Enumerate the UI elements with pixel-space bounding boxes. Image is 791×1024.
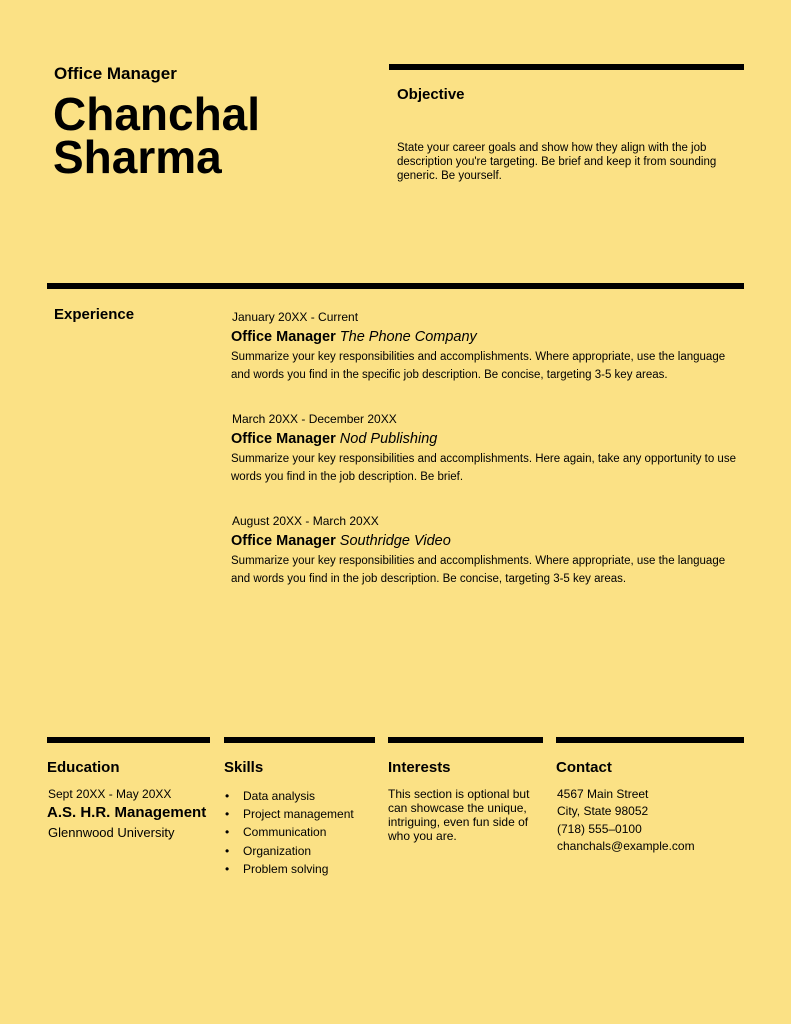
job-company: Nod Publishing — [339, 431, 438, 447]
job-company: Southridge Video — [339, 533, 451, 549]
job-dates: August 20XX - March 20XX — [232, 514, 379, 528]
experience-item — [231, 412, 741, 486]
skills-top-rule — [224, 737, 375, 743]
interests-top-rule — [388, 737, 543, 743]
job-dates: March 20XX - December 20XX — [232, 412, 397, 426]
job-title: Office Manager — [231, 431, 336, 447]
skill-item: • Data analysis — [224, 787, 354, 805]
contact-email[interactable]: chanchals@example.com — [557, 838, 695, 853]
interests-text: This section is optional but can showcase the unique, intriguing, even fun side of who you are. — [388, 787, 530, 843]
job-title: Office Manager — [231, 329, 336, 345]
education-heading: Education — [47, 759, 120, 776]
job-summary: Summarize your key responsibilities and accomplishments. Where appropriate, use the language and words you find in the specific job description. Be concise, targeting 3-5 key areas. — [231, 351, 726, 381]
experience-heading: Experience — [54, 306, 135, 323]
job-role — [231, 431, 741, 448]
name-last: Sharma — [53, 131, 222, 183]
objective-top-rule — [389, 64, 744, 70]
contact-phone: (718) 555–0100 — [557, 821, 642, 836]
skills-heading: Skills — [224, 759, 264, 776]
contact-details — [557, 786, 695, 855]
skill-item: • Project management — [224, 805, 354, 823]
job-role — [231, 533, 741, 550]
job-dates: January 20XX - Current — [232, 310, 359, 324]
education-school: Glennwood University — [48, 825, 175, 840]
contact-city: City, State 98052 — [557, 804, 649, 819]
name-first: Chanchal — [53, 88, 261, 140]
education-top-rule — [47, 737, 210, 743]
skills-list — [224, 787, 354, 878]
job-role — [231, 329, 741, 346]
experience-top-rule — [47, 283, 744, 289]
education-dates: Sept 20XX - May 20XX — [48, 787, 172, 801]
skill-item: • Communication — [224, 823, 354, 841]
job-title: Office Manager — [231, 533, 336, 549]
experience-item — [231, 514, 741, 588]
contact-address: 4567 Main Street — [557, 787, 649, 801]
contact-heading: Contact — [556, 759, 612, 776]
job-company: The Phone Company — [339, 329, 477, 345]
skill-item: • Organization — [224, 842, 354, 860]
objective-heading: Objective — [397, 86, 465, 103]
objective-text: State your career goals and show how they align with the job description you're targeting. Be brief and keep it from sounding generic. Be yourself. — [397, 142, 717, 182]
candidate-name — [53, 88, 261, 183]
education-degree: A.S. H.R. Management — [47, 804, 207, 821]
job-summary: Summarize your key responsibilities and accomplishments. Here again, take any opportunity to use words you find in the job description. Be brief. — [231, 453, 736, 483]
job-summary: Summarize your key responsibilities and accomplishments. Where appropriate, use the language and words you find in the job description. Be concise, targeting 3-5 key areas. — [231, 555, 726, 585]
contact-top-rule — [556, 737, 744, 743]
interests-heading: Interests — [388, 759, 451, 776]
job-title: Office Manager — [54, 64, 177, 83]
skill-item: • Problem solving — [224, 860, 354, 878]
experience-item — [231, 310, 741, 384]
